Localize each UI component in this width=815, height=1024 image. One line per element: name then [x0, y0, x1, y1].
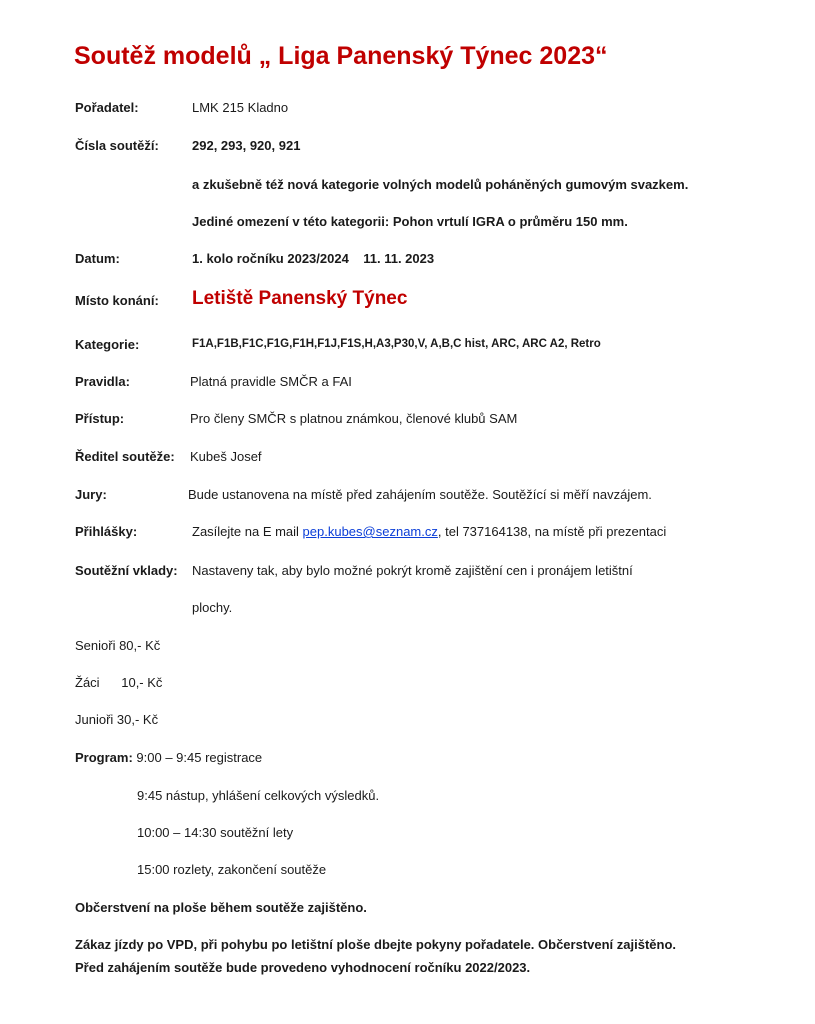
access-value: Pro členy SMČR s platnou známkou, členové klubů SAM: [190, 411, 518, 426]
registration-text-before: Zasílejte na E mail: [192, 524, 303, 539]
organizer-label: Pořadatel:: [75, 100, 139, 115]
fees-line-2: plochy.: [192, 600, 233, 615]
access-label: Přístup:: [75, 411, 125, 426]
program-first-item: 9:00 – 9:45 registrace: [132, 750, 263, 765]
venue-value: Letiště Panenský Týnec: [192, 288, 408, 309]
email-link[interactable]: pep.kubes@seznam.cz: [302, 524, 438, 539]
category-restriction-note: Jediné omezení v této kategorii: Pohon vrtulí IGRA o průměru 150 mm.: [192, 214, 628, 229]
date-value: 1. kolo ročníku 2023/2024 11. 11. 2023: [192, 251, 435, 266]
rules-label: Pravidla:: [75, 374, 130, 389]
rules-value: Platná pravidle SMČR a FAI: [190, 374, 352, 389]
refreshments-note: Občerstvení na ploše během soutěže zajištěno.: [75, 900, 367, 915]
registration-text-after: , tel 737164138, na místě při prezentaci: [437, 524, 667, 539]
program-item-3: 15:00 rozlety, zakončení soutěže: [137, 862, 327, 877]
new-category-note: a zkušebně též nová kategorie volných modelů poháněných gumovým svazkem.: [192, 177, 689, 192]
registration-label: Přihlášky:: [75, 524, 138, 539]
date-label: Datum:: [75, 251, 120, 266]
registration-value: [192, 524, 666, 539]
fees-line-1: Nastaveny tak, aby bylo možné pokrýt kromě zajištění cen i pronájem letištní: [192, 563, 633, 578]
program-line: [75, 750, 262, 765]
fees-label: Soutěžní vklady:: [75, 563, 178, 578]
venue-label: Místo konání:: [75, 293, 159, 308]
jury-value: Bude ustanovena na místě před zahájením soutěže. Soutěžící si měří navzájem.: [188, 487, 652, 502]
jury-label: Jury:: [75, 487, 107, 502]
program-label: Program:: [75, 750, 133, 765]
fee-pupils: Žáci 10,- Kč: [75, 675, 163, 690]
director-label: Ředitel soutěže:: [75, 449, 175, 464]
program-item-1: 9:45 nástup, yhlášení celkových výsledků.: [137, 788, 380, 803]
organizer-value: LMK 215 Kladno: [192, 100, 289, 115]
fee-juniors: Junioři 30,- Kč: [75, 712, 159, 727]
document-title: Soutěž modelů „ Liga Panenský Týnec 2023“: [74, 42, 608, 70]
season-evaluation-note: Před zahájením soutěže bude provedeno vyhodnocení ročníku 2022/2023.: [75, 960, 531, 975]
categories-value: F1A,F1B,F1C,F1G,F1H,F1J,F1S,H,A3,P30,V, A,B,C hist, ARC, ARC A2, Retro: [192, 338, 601, 350]
competition-numbers-label: Čísla soutěží:: [75, 138, 159, 153]
fee-seniors: Senioři 80,- Kč: [75, 638, 161, 653]
driving-ban-note: Zákaz jízdy po VPD, při pohybu po letištní ploše dbejte pokyny pořadatele. Občerstvení zajištěno.: [75, 937, 677, 952]
director-value: Kubeš Josef: [190, 449, 262, 464]
competition-numbers-value: 292, 293, 920, 921: [192, 138, 301, 153]
program-item-2: 10:00 – 14:30 soutěžní lety: [137, 825, 294, 840]
categories-label: Kategorie:: [75, 337, 140, 352]
